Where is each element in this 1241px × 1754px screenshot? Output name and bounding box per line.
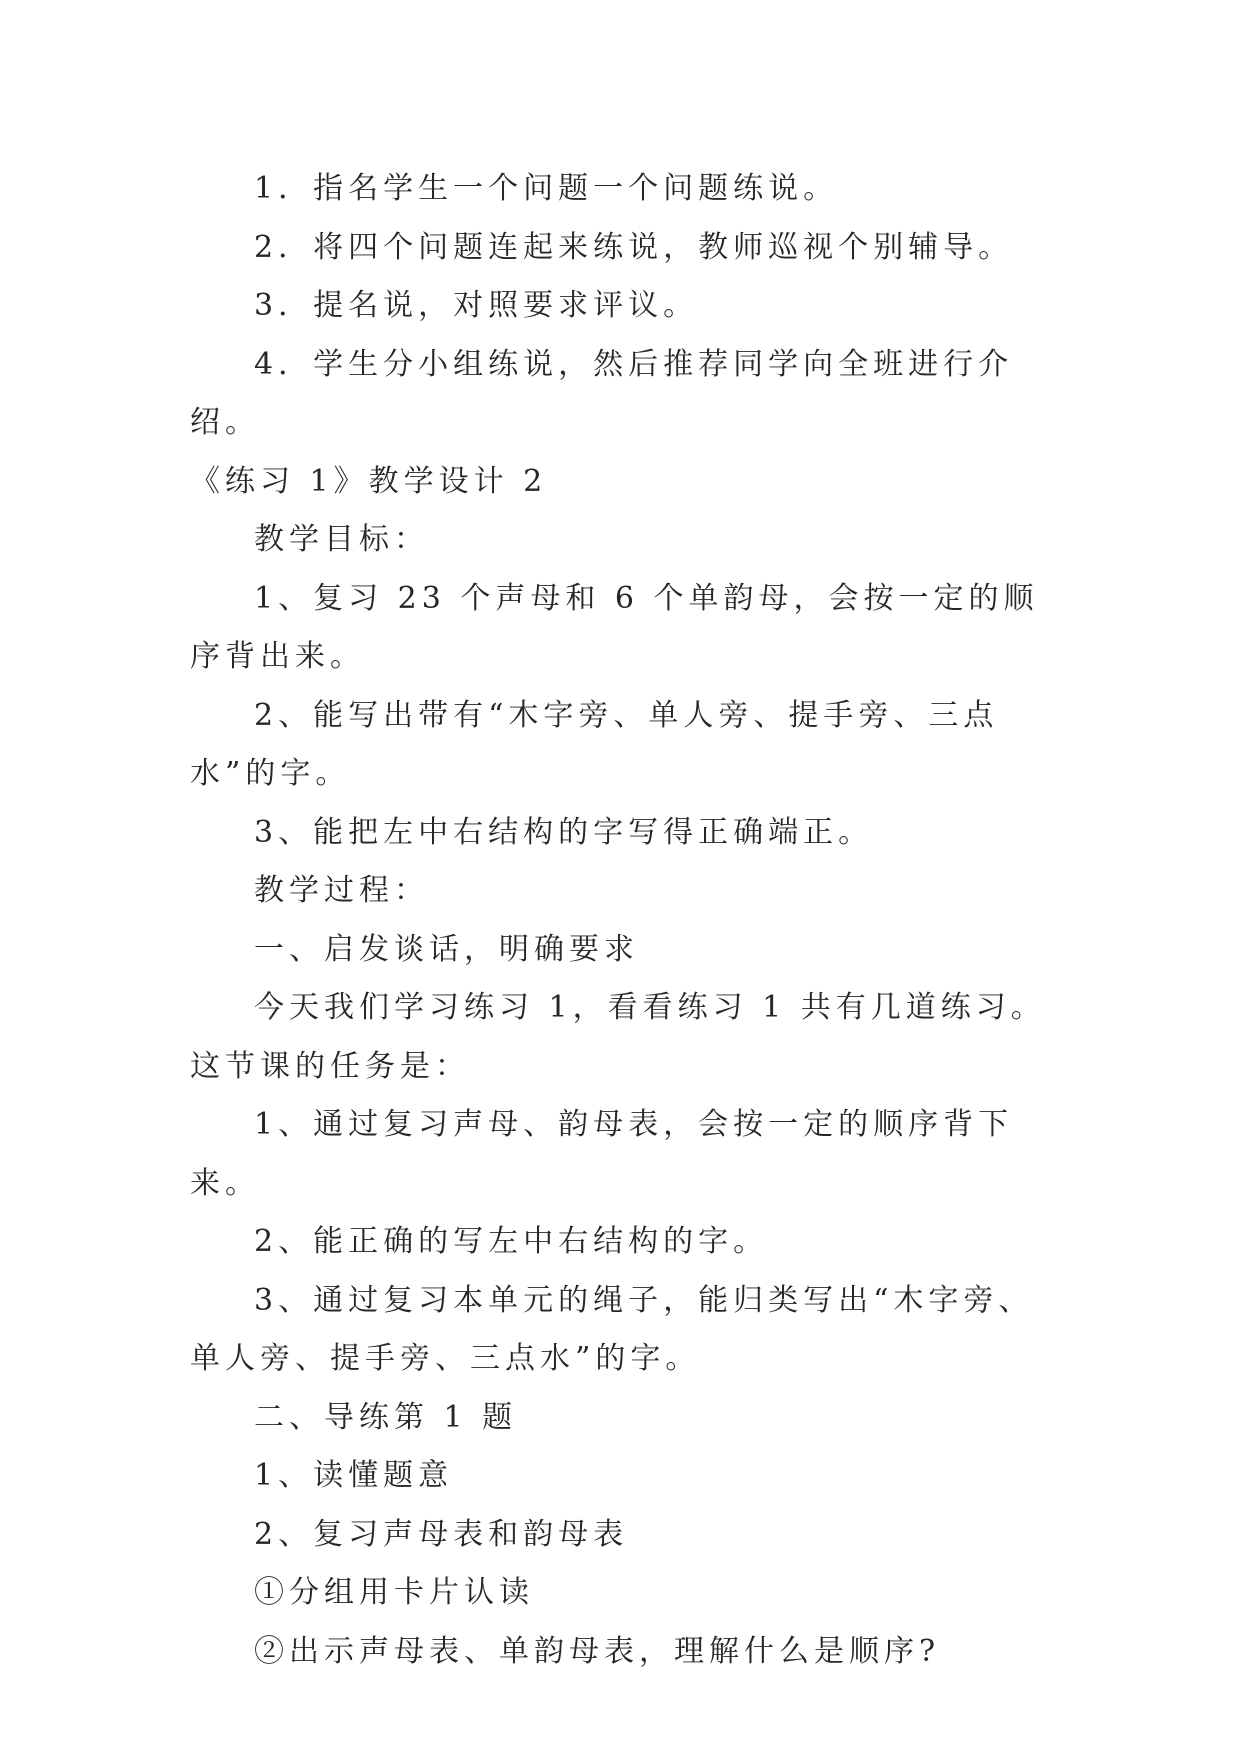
section-heading: 《练习 1》教学设计 2	[190, 463, 548, 499]
paragraph-2: 2．将四个问题连起来练说，教师巡视个别辅导。	[254, 229, 1014, 265]
task-2: 2、能正确的写左中右结构的字。	[254, 1224, 769, 1259]
step-2-subitem-2: ②出示声母表、单韵母表，理解什么是顺序?	[254, 1633, 941, 1669]
paragraph-4: 4．学生分小组练说，然后推荐同学向全班进行介绍。	[190, 346, 1014, 440]
step-1-heading: 一、启发谈话，明确要求	[254, 931, 639, 967]
step-2-heading: 二、导练第 1 题	[254, 1399, 518, 1435]
objective-2: 2、能写出带有“木字旁、单人旁、提手旁、三点水”的字。	[190, 697, 999, 791]
step-1-intro: 今天我们学习练习 1，看看练习 1 共有几道练习。这节课的任务是：	[190, 990, 1046, 1084]
paragraph-1: 1．指名学生一个问题一个问题练说。	[254, 171, 839, 206]
objective-3: 3、能把左中右结构的字写得正确端正。	[254, 814, 874, 850]
document-body	[190, 160, 1052, 1681]
step-2-item-2: 2、复习声母表和韵母表	[254, 1516, 629, 1552]
task-3: 3、通过复习本单元的绳子，能归类写出“木字旁、单人旁、提手旁、三点水”的字。	[190, 1282, 1034, 1376]
step-2-item-1: 1、读懂题意	[254, 1458, 454, 1493]
step-2-subitem-1: ①分组用卡片认读	[254, 1575, 534, 1610]
objective-1: 1、复习 23 个声母和 6 个单韵母，会按一定的顺序背出来。	[190, 580, 1039, 674]
paragraph-objectives-label: 教学目标：	[254, 522, 429, 557]
paragraph-3: 3．提名说，对照要求评议。	[254, 288, 699, 323]
paragraph-process-label: 教学过程：	[254, 873, 429, 908]
task-1: 1、通过复习声母、韵母表，会按一定的顺序背下来。	[190, 1107, 1014, 1201]
